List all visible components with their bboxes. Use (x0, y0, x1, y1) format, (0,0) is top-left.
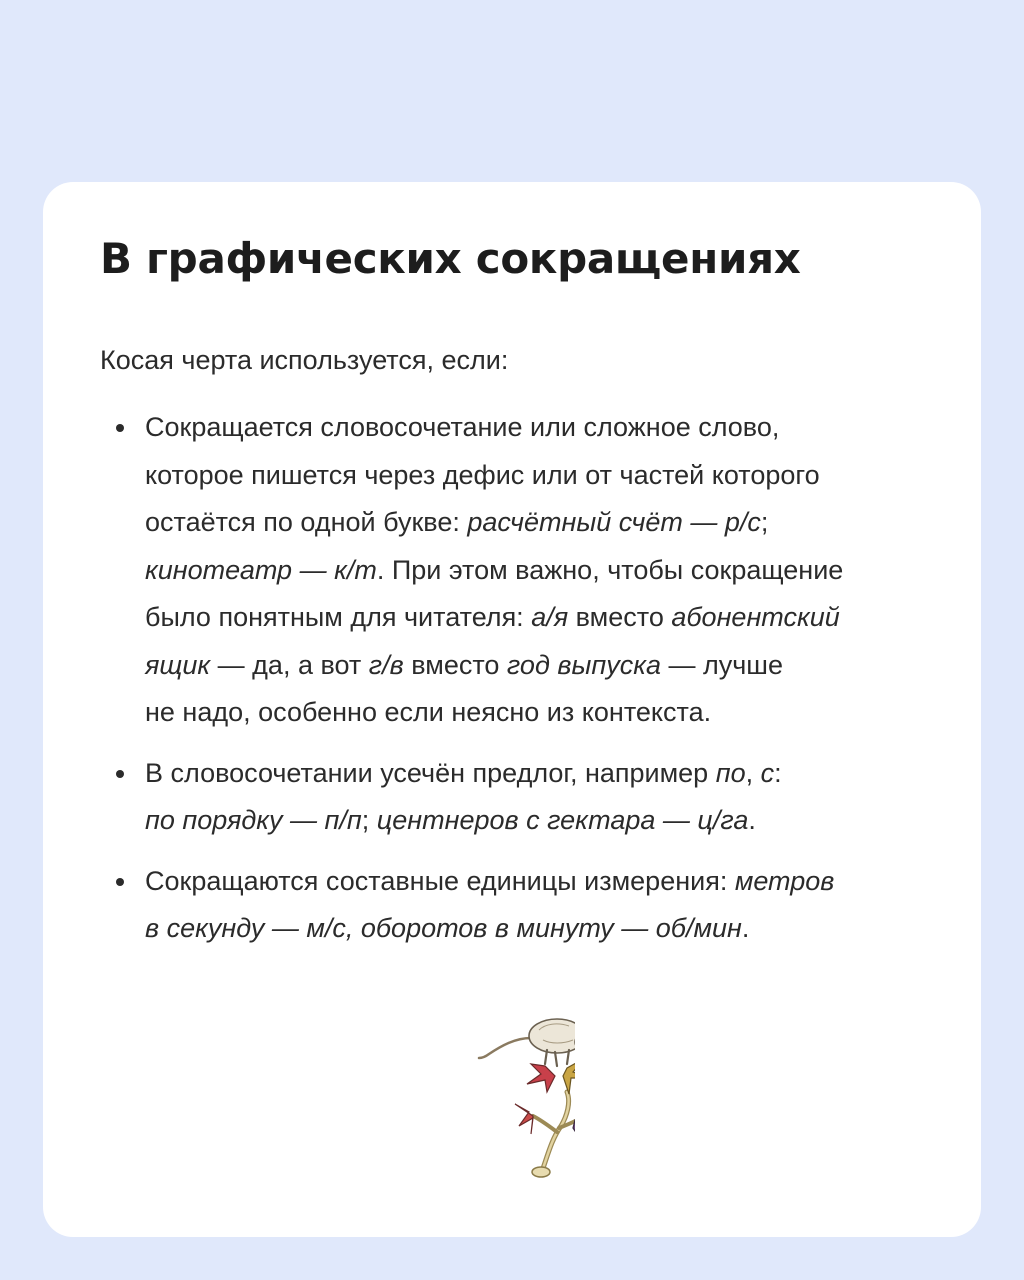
example-text: центнеров с гектара — ц/га (376, 805, 749, 835)
bullet-icon (116, 424, 124, 432)
example-text: с (760, 757, 775, 788)
example-text: а/я (531, 602, 569, 632)
list-item-line (145, 547, 950, 595)
list-item-line (145, 689, 950, 737)
rules-list (100, 404, 950, 953)
list-item-line (145, 452, 950, 500)
list-item-line (145, 404, 950, 452)
content-card (43, 182, 981, 1237)
body-text: не надо, особенно если неясно из контекста. (145, 697, 712, 727)
body-text: , (745, 757, 761, 788)
list-item (100, 858, 950, 953)
list-item-line (145, 858, 950, 906)
body-text: ; (760, 507, 769, 537)
list-item-line (145, 797, 950, 845)
body-text: вместо (568, 602, 672, 632)
body-text: — лучше (660, 649, 783, 680)
card-title: В графических сокращениях (100, 234, 801, 283)
body-text: — да, а вот (210, 649, 369, 680)
list-item-line (145, 642, 950, 690)
body-text: вместо (403, 649, 507, 680)
bullet-icon (116, 878, 124, 886)
intro-text: Косая черта используется, если: (100, 345, 509, 375)
list-item (100, 750, 950, 845)
body-text: . (741, 913, 750, 943)
example-text: по порядку — п/п (145, 805, 362, 835)
list-item-line (145, 905, 950, 953)
example-text: год выпуска (506, 649, 661, 680)
example-text: метров (734, 865, 835, 896)
body-text: которое пишется через дефис или от частей которого (145, 459, 820, 490)
body-text: было понятным для читателя: (145, 602, 532, 632)
example-text: в секунду — м/с, оборотов в минуту — об/мин (145, 913, 742, 943)
body-text: ; (361, 805, 377, 835)
body-text: . (748, 805, 756, 835)
bullet-icon (116, 770, 124, 778)
body-text: : (774, 757, 782, 788)
list-item-line (145, 750, 950, 798)
rat-on-flower-icon (435, 1008, 575, 1178)
list-item-line (145, 594, 950, 642)
example-text: по (715, 757, 746, 788)
list-item (100, 404, 950, 737)
example-text: кинотеатр — к/т (145, 554, 377, 585)
example-text: г/в (368, 649, 404, 680)
body-text: Сокращаются составные единицы измерения: (145, 865, 735, 896)
example-text: абонентский (671, 602, 840, 632)
body-text: Сокращается словосочетание или сложное слово, (145, 412, 780, 442)
example-text: ящик (145, 649, 211, 680)
body-text: В словосочетании усечён предлог, например (145, 757, 716, 788)
list-item-line (145, 499, 950, 547)
example-text: расчётный счёт — р/с (467, 507, 761, 537)
body-text: остаётся по одной букве: (145, 507, 468, 537)
body-text: . При этом важно, чтобы сокращение (376, 554, 844, 585)
